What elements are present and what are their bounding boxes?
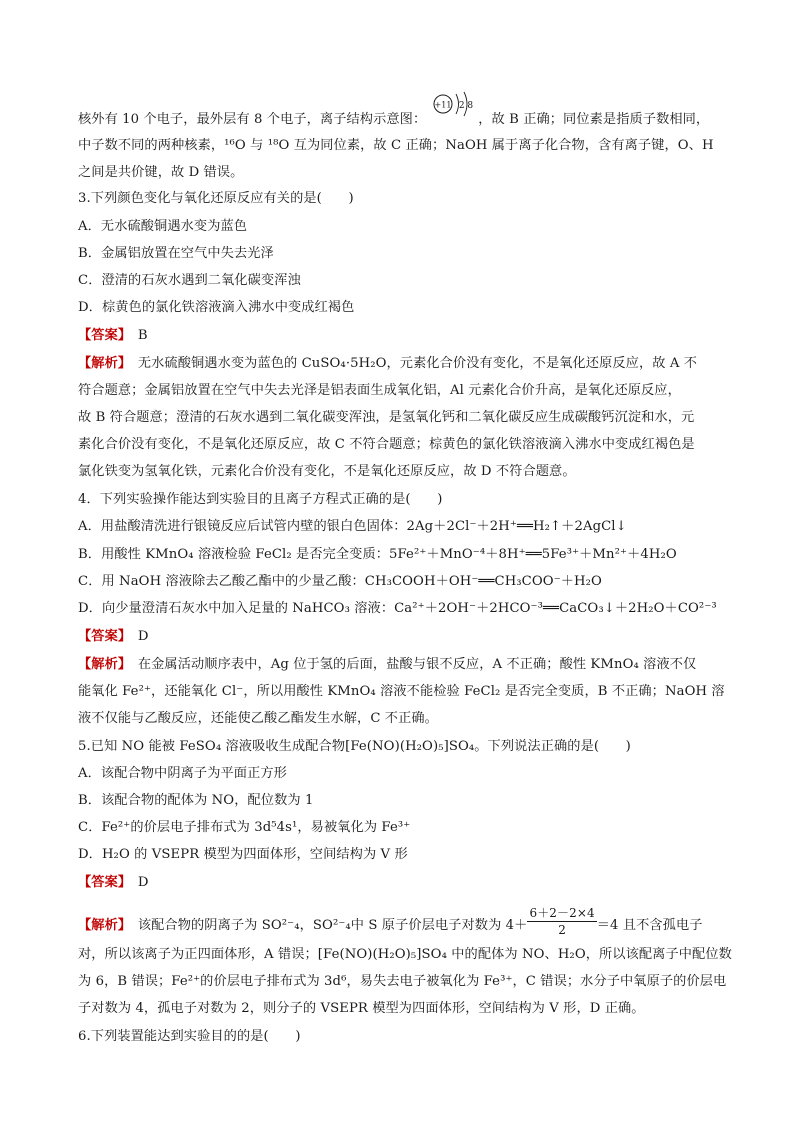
p1-line2: 中子数不同的两种核素，¹⁶O 与 ¹⁸O 互为同位素，故 C 正确；NaOH 属于离子化合物，含有离子键，O、H <box>78 138 714 153</box>
q3-option-d: D．棕黄色的氯化铁溶液滴入沸水中变成红褐色 <box>78 300 355 315</box>
q5-explain-4: 子对数为 4，孤电子对数为 2，则分子的 VSEPR 模型为四面体形，空间结构为 V 形，D 正确。 <box>78 1001 645 1016</box>
answer-label: 【答案】 <box>78 875 125 890</box>
answer-label: 【答案】 <box>78 629 125 644</box>
explanation-label: 【解析】 <box>78 918 125 933</box>
q5-explain-1a: 该配合物的阴离子为 SO²⁻₄，SO²⁻₄中 S 原子价层电子对数为 4＋ <box>137 918 528 933</box>
q3-option-a: A．无水硫酸铜遇水变为蓝色 <box>78 219 248 234</box>
shell-electrons: 2 8 <box>458 101 474 111</box>
p1-line1b: ，故 B 正确；同位素是指质子数相同， <box>478 112 710 127</box>
q5-option-a: A．该配合物中阴离子为平面正方形 <box>78 766 287 781</box>
q4-explain-1 <box>78 655 696 675</box>
explanation-label: 【解析】 <box>78 356 125 371</box>
explanation-label: 【解析】 <box>78 657 125 672</box>
answer-value: B <box>137 328 148 343</box>
fraction-denominator: 2 <box>558 923 566 937</box>
q3-explain-5: 氯化铁变为氢氧化铁，元素化合价没有变化，不是氧化还原反应，故 D 不符合题意。 <box>78 464 576 479</box>
p1-line3: 之间是共价键，故 D 错误。 <box>78 165 244 180</box>
q5-option-d: D．H₂O 的 VSEPR 模型为四面体形，空间结构为 V 形 <box>78 847 408 862</box>
q4-option-a: A．用盐酸清洗进行银镜反应后试管内壁的银白色固体：2Ag＋2Cl⁻＋2H⁺══H₂↑＋2AgCl↓ <box>78 519 627 534</box>
q4-explain-3: 液不仅能与乙酸反应，还能使乙酸乙酯发生水解，C 不正确。 <box>78 711 438 726</box>
fraction-numerator: 6＋2－2×4 <box>529 906 595 920</box>
q5-explain-1 <box>78 906 703 942</box>
q4-option-c: C．用 NaOH 溶液除去乙酸乙酯中的少量乙酸：CH₃COOH＋OH⁻══CH₃COO⁻＋H₂O <box>78 574 602 589</box>
answer-value: D <box>137 629 149 644</box>
q3-explain-1 <box>78 354 697 374</box>
q5-stem: 5.已知 NO 能被 FeSO₄ 溶液吸收生成配合物[Fe(NO)(H₂O)₅]SO₄。下列说法正确的是( ) <box>78 739 631 754</box>
q5-option-c: C．Fe²⁺的价层电子排布式为 3d⁵4s¹，易被氧化为 Fe³⁺ <box>78 820 411 835</box>
answer-label: 【答案】 <box>78 328 125 343</box>
q5-option-b: B．该配合物的配体为 NO，配位数为 1 <box>78 793 314 808</box>
nucleus-label: +11 <box>434 100 452 110</box>
q3-stem: 3.下列颜色变化与氧化还原反应有关的是( ) <box>78 191 354 206</box>
q5-explain-1b: ＝4 且不含孤电子 <box>596 918 703 933</box>
q5-explain-3: 为 6，B 错误；Fe²⁺的价层电子排布式为 3d⁶，易失去电子被氧化为 Fe³⁺，C 错误；水分子中氧原子的价层电 <box>78 974 727 989</box>
q3-explain-4: 素化合价没有变化，不是氧化还原反应，故 C 不符合题意；棕黄色的氯化铁溶液滴入沸水中变成红褐色是 <box>78 437 695 452</box>
q4-explain-2: 能氧化 Fe²⁺，还能氧化 Cl⁻，所以用酸性 KMnO₄ 溶液不能检验 FeCl₂ 是否完全变质，B 不正确；NaOH 溶 <box>78 684 725 699</box>
answer-value: D <box>137 875 149 890</box>
fraction <box>527 905 596 938</box>
q5-answer <box>78 873 149 893</box>
q3-answer <box>78 326 148 346</box>
q6-stem: 6.下列装置能达到实验目的的是( ) <box>78 1029 301 1044</box>
q3-explain-1-text: 无水硫酸铜遇水变为蓝色的 CuSO₄·5H₂O，元素化合价没有变化，不是氧化还原反应，故 A 不 <box>137 356 698 371</box>
q4-option-b: B．用酸性 KMnO₄ 溶液检验 FeCl₂ 是否完全变质：5Fe²⁺＋MnO⁻⁴＋8H⁺══5Fe³⁺＋Mn²⁺＋4H₂O <box>78 547 677 562</box>
p1-line1a: 核外有 10 个电子，最外层有 8 个电子，离子结构示意图： <box>78 112 427 127</box>
q4-answer <box>78 627 149 647</box>
q3-option-c: C．澄清的石灰水遇到二氧化碳变浑浊 <box>78 273 301 288</box>
q3-option-b: B．金属铝放置在空气中失去光泽 <box>78 246 274 261</box>
q4-stem: 4．下列实验操作能达到实验目的且离子方程式正确的是( ) <box>78 492 443 507</box>
q4-option-d: D．向少量澄清石灰水中加入足量的 NaHCO₃ 溶液：Ca²⁺＋2OH⁻＋2HCO⁻³══CaCO₃↓＋2H₂O＋CO²⁻³ <box>78 601 717 616</box>
q3-explain-3: 故 B 符合题意；澄清的石灰水遇到二氧化碳变浑浊，是氢氧化钙和二氧化碳反应生成碳酸钙沉淀和水，元 <box>78 410 695 425</box>
q3-explain-2: 符合题意；金属铝放置在空气中失去光泽是铝表面生成氧化铝，Al 元素化合价升高，是氧化还原反应， <box>78 383 681 398</box>
q5-explain-2: 对，所以该离子为正四面体形，A 错误；[Fe(NO)(H₂O)₅]SO₄ 中的配体为 NO、H₂O，所以该配离子中配位数 <box>78 947 732 962</box>
p1-line1 <box>78 110 709 130</box>
q4-explain-1-text: 在金属活动顺序表中，Ag 位于氢的后面，盐酸与银不反应，A 不正确；酸性 KMnO₄ 溶液不仅 <box>137 657 697 672</box>
